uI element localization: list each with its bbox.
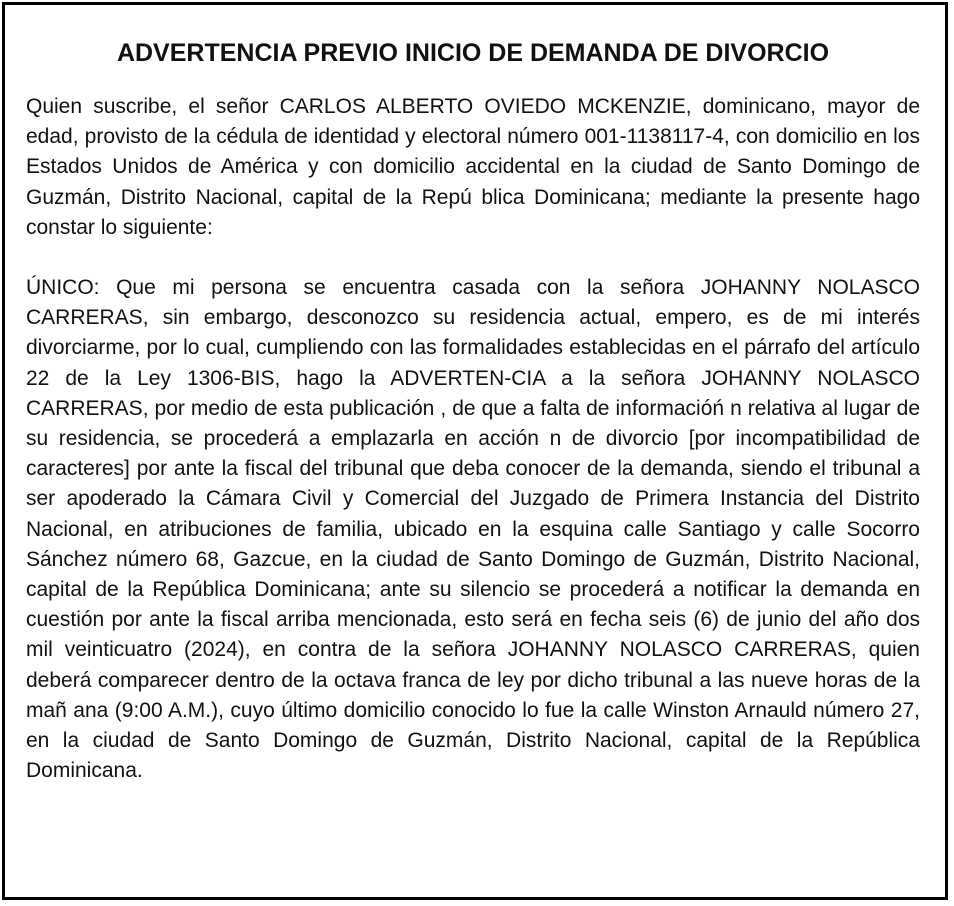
notice-title: ADVERTENCIA PREVIO INICIO DE DEMANDA DE DIVORCIO — [116, 39, 830, 67]
notice-paragraph-main: ÚNICO: Que mi persona se encuentra casada con la señora JOHANNY NOLASCO CARRERAS, sin embargo, desconozco su residencia actual, empero, es de mi interés divorciarme, por lo cual, cumpliendo con las formalidades establecidas en el párrafo del artículo 22 de la Ley 1306-BIS, hago la ADVERTEN-CIA a la señora JOHANNY NOLASCO CARRERAS, por medio de esta publicación , de que a falta de informacióń n relativa al lugar de su residencia, se procederá a emplazarla en acción n de divorcio [por incompatibilidad de caracteres] por ante la fiscal del tribunal que deba conocer de la demanda, siendo el tribunal a ser apoderado la Cámara Civil y Comercial del Juzgado de Primera Instancia del Distrito Nacional, en atribuciones de familia, ubicado en la esquina calle Santiago y calle Socorro Sánchez número 68, Gazcue, en la ciudad de Santo Domingo de Guzmán, Distrito Nacional, capital de la República Dominicana; ante su silencio se procederá a notificar la demanda en cuestión por ante la fiscal arriba mencionada, esto será en fecha seis (6) de junio del año dos mil veinticuatro (2024), en contra de la señora JOHANNY NOLASCO CARRERAS, quien deberá comparecer dentro de la octava franca de ley por dicho tribunal a las nueve horas de la mañ ana (9:00 A.M.), cuyo último domicilio conocido lo fue la calle Winston Arnauld número 27, en la ciudad de Santo Domingo de Guzmán, Distrito Nacional, capital de la República Dominicana. — [26, 276, 920, 783]
notice-paragraph-intro: Quien suscribe, el señor CARLOS ALBERTO OVIEDO MCKENZIE, dominicano, mayor de edad, provisto de la cédula de identidad y electoral número 001-1138117-4, con domicilio en los Estados Unidos de América y con domicilio accidental en la ciudad de Santo Domingo de Guzmán, Distrito Nacional, capital de la Repú blica Dominicana; mediante la presente hago constar lo siguiente: — [26, 95, 920, 239]
legal-notice — [2, 2, 948, 900]
